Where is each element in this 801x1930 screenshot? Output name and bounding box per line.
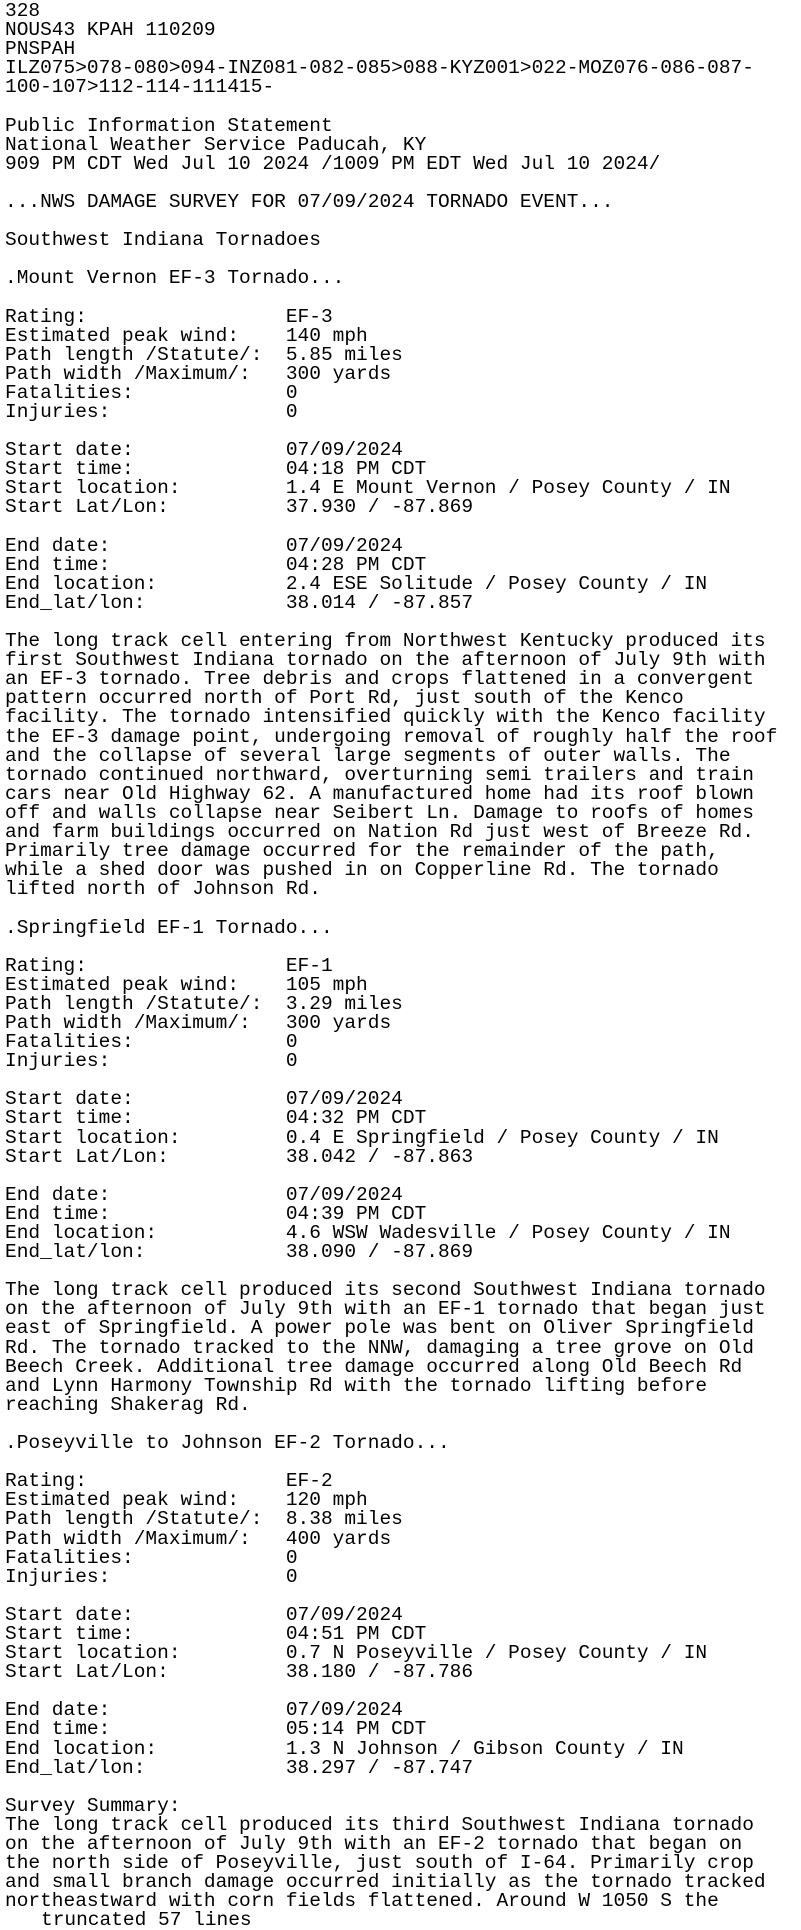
field-label: Fatalities: bbox=[5, 381, 134, 404]
field-label: End date: bbox=[5, 534, 111, 557]
field-row bbox=[5, 1756, 801, 1779]
blank-line bbox=[5, 899, 801, 918]
blank-line bbox=[5, 1453, 801, 1472]
narrative-line: off and walls collapse near Seibert Ln. Damage to roofs of homes bbox=[5, 801, 754, 824]
field-value: 04:18 PM CDT bbox=[285, 458, 427, 481]
section-title: .Springfield EF-1 Tornado... bbox=[5, 916, 333, 939]
field-value: 0 bbox=[285, 1546, 298, 1569]
blank-line bbox=[5, 1587, 801, 1606]
field-value: 07/09/2024 bbox=[285, 439, 403, 462]
field-row bbox=[5, 1510, 801, 1529]
field-value: 0 bbox=[285, 1050, 298, 1073]
field-value: 07/09/2024 bbox=[285, 1699, 403, 1722]
field-label: Path length /Statute/: bbox=[5, 992, 263, 1015]
field-value: 1.3 N Johnson / Gibson County / IN bbox=[285, 1737, 684, 1760]
field-row bbox=[5, 1663, 801, 1682]
field-value: 04:51 PM CDT bbox=[285, 1622, 427, 1645]
header-line: 100-107>112-114-111415- bbox=[5, 76, 275, 99]
field-label: Start Lat/Lon: bbox=[5, 1145, 169, 1168]
field-label: End time: bbox=[5, 553, 111, 576]
field-label: Path width /Maximum/: bbox=[5, 1527, 251, 1550]
field-row bbox=[5, 381, 801, 404]
field-value: 04:39 PM CDT bbox=[285, 1202, 427, 1225]
field-value: 0 bbox=[285, 1565, 298, 1588]
field-row bbox=[5, 1546, 801, 1569]
blank-line bbox=[5, 288, 801, 307]
field-value: 38.014 / -87.857 bbox=[285, 591, 474, 614]
field-label: Start time: bbox=[5, 458, 134, 481]
field-label: End_lat/lon: bbox=[5, 591, 146, 614]
field-row bbox=[5, 1565, 801, 1588]
field-value: 0 bbox=[285, 381, 298, 404]
narrative-label: Survey Summary: bbox=[5, 1794, 181, 1817]
field-value: EF-1 bbox=[285, 954, 333, 977]
field-value: 04:32 PM CDT bbox=[285, 1107, 427, 1130]
field-label: End location: bbox=[5, 1737, 158, 1760]
field-label: Start time: bbox=[5, 1622, 134, 1645]
narrative-line: The long track cell produced its third Southwest Indiana tornado bbox=[5, 1813, 754, 1836]
field-value: 0 bbox=[285, 1031, 298, 1054]
field-label: End location: bbox=[5, 572, 158, 595]
header-line: 909 PM CDT Wed Jul 10 2024 /1009 PM EDT Wed Jul 10 2024/ bbox=[5, 152, 661, 175]
narrative-line: east of Springfield. A power pole was bent on Oliver Springfield bbox=[5, 1317, 754, 1340]
field-label: Injuries: bbox=[5, 1565, 111, 1588]
field-row bbox=[5, 954, 801, 977]
field-value: 2.4 ESE Solitude / Posey County / IN bbox=[285, 572, 708, 595]
field-row bbox=[5, 591, 801, 614]
narrative-line: on the afternoon of July 9th with an EF-2 tornado that began on bbox=[5, 1833, 743, 1855]
narrative-line: and small branch damage occurred initially as the tornado tracked bbox=[5, 1871, 766, 1894]
header-line: 328 bbox=[5, 0, 41, 22]
header-line: Southwest Indiana Tornadoes bbox=[5, 229, 321, 252]
blank-line bbox=[5, 518, 801, 537]
field-row bbox=[5, 1145, 801, 1168]
narrative-line: the EF-3 damage point, undergoing removal of roughly half the roof bbox=[5, 725, 778, 748]
narrative-line: The long track cell entering from Northwest Kentucky produced its bbox=[5, 630, 766, 653]
field-value: 8.38 miles bbox=[285, 1508, 403, 1531]
narrative-line: pattern occurred north of Port Rd, just south of the Kenco bbox=[5, 687, 684, 710]
field-row bbox=[5, 400, 801, 423]
narrative-line: The long track cell produced its second Southwest Indiana tornado bbox=[5, 1279, 766, 1302]
field-label: End location: bbox=[5, 1222, 158, 1244]
blank-line bbox=[5, 1778, 801, 1797]
field-value: EF-3 bbox=[285, 305, 333, 328]
narrative-line: reaching Shakerag Rd. bbox=[5, 1393, 251, 1416]
field-label: End date: bbox=[5, 1699, 111, 1722]
narrative-line: Primarily tree damage occurred for the remainder of the path, bbox=[5, 840, 719, 863]
field-label: Rating: bbox=[5, 1470, 87, 1493]
narrative-line: and farm buildings occurred on Nation Rd just west of Breeze Rd. bbox=[5, 821, 754, 844]
field-value: 38.090 / -87.869 bbox=[285, 1241, 474, 1264]
field-label: Path width /Maximum/: bbox=[5, 1011, 251, 1034]
field-label: Start date: bbox=[5, 439, 134, 462]
narrative-line: the north side of Poseyville, just south of I-64. Primarily crop bbox=[5, 1852, 754, 1875]
field-row bbox=[5, 973, 801, 996]
field-value: 38.042 / -87.863 bbox=[285, 1145, 474, 1168]
field-value: 4.6 WSW Wadesville / Posey County / IN bbox=[285, 1222, 731, 1244]
field-value: 140 mph bbox=[285, 324, 368, 347]
field-value: 105 mph bbox=[285, 973, 368, 996]
narrative-line: facility. The tornado intensified quickly with the Kenco facility bbox=[5, 706, 766, 729]
field-value: 300 yards bbox=[285, 1011, 392, 1034]
field-value: 0.7 N Poseyville / Posey County / IN bbox=[285, 1642, 708, 1665]
narrative-line: on the afternoon of July 9th with an EF-1 tornado that began just bbox=[5, 1298, 766, 1321]
blank-line bbox=[5, 1682, 801, 1701]
field-value: 04:28 PM CDT bbox=[285, 553, 427, 576]
field-value: 37.930 / -87.869 bbox=[285, 496, 474, 519]
field-value: 07/09/2024 bbox=[285, 534, 403, 557]
narrative-line: tornado continued northward, overturning semi trailers and train bbox=[5, 763, 754, 786]
section-title: .Poseyville to Johnson EF-2 Tornado... bbox=[5, 1432, 450, 1455]
field-value: 38.180 / -87.786 bbox=[285, 1661, 474, 1684]
field-row bbox=[5, 1033, 801, 1052]
field-value: 3.29 miles bbox=[285, 992, 403, 1015]
field-label: Estimated peak wind: bbox=[5, 973, 240, 996]
field-row bbox=[5, 1052, 801, 1071]
narrative-line: Rd. The tornado tracked to the NNW, damaging a tree grove on Old bbox=[5, 1336, 754, 1359]
blank-line bbox=[5, 97, 801, 116]
field-label: End time: bbox=[5, 1718, 111, 1741]
field-value: 38.297 / -87.747 bbox=[285, 1756, 474, 1779]
field-label: Start location: bbox=[5, 477, 181, 500]
field-label: Rating: bbox=[5, 954, 87, 977]
field-label: Start Lat/Lon: bbox=[5, 1661, 169, 1684]
field-row bbox=[5, 498, 801, 517]
field-label: Start date: bbox=[5, 1603, 134, 1626]
field-row bbox=[5, 1243, 801, 1262]
field-value: 120 mph bbox=[285, 1489, 368, 1512]
field-label: Estimated peak wind: bbox=[5, 1489, 240, 1512]
field-label: End time: bbox=[5, 1202, 111, 1225]
header-line: NOUS43 KPAH 110209 bbox=[5, 19, 216, 42]
header-line: Public Information Statement bbox=[5, 114, 333, 137]
field-value: 07/09/2024 bbox=[285, 1088, 403, 1111]
field-row bbox=[5, 362, 801, 385]
field-value: 5.85 miles bbox=[285, 343, 403, 366]
field-label: Path length /Statute/: bbox=[5, 343, 263, 366]
narrative-line: Beech Creek. Additional tree damage occurred along Old Beech Rd bbox=[5, 1355, 743, 1378]
field-value: 05:14 PM CDT bbox=[285, 1718, 427, 1741]
field-label: Start location: bbox=[5, 1126, 181, 1149]
field-label: Fatalities: bbox=[5, 1546, 134, 1569]
field-label: Rating: bbox=[5, 305, 87, 328]
field-label: Injuries: bbox=[5, 400, 111, 423]
field-label: Start Lat/Lon: bbox=[5, 496, 169, 519]
section-title: .Mount Vernon EF-3 Tornado... bbox=[5, 267, 345, 290]
field-value: 400 yards bbox=[285, 1527, 392, 1550]
narrative-line: and the collapse of several large segments of outer walls. The bbox=[5, 744, 731, 767]
narrative-line: and Lynn Harmony Township Rd with the tornado lifting before bbox=[5, 1374, 708, 1397]
field-value: EF-2 bbox=[285, 1470, 333, 1493]
field-row bbox=[5, 343, 801, 366]
header-line: ...NWS DAMAGE SURVEY FOR 07/09/2024 TORNADO EVENT... bbox=[5, 190, 614, 213]
field-label: Start location: bbox=[5, 1642, 181, 1665]
field-value: 07/09/2024 bbox=[285, 1603, 403, 1626]
narrative-line: northeastward with corn fields flattened. Around W 1050 S the bbox=[5, 1890, 719, 1913]
field-label: End_lat/lon: bbox=[5, 1756, 146, 1779]
narrative-line: while a shed door was pushed in on Copperline Rd. The tornado bbox=[5, 859, 719, 882]
field-row bbox=[5, 1527, 801, 1550]
blank-line bbox=[5, 1167, 801, 1186]
field-value: 0 bbox=[285, 400, 298, 423]
field-value: 1.4 E Mount Vernon / Posey County / IN bbox=[285, 477, 731, 500]
field-value: 300 yards bbox=[285, 362, 392, 385]
header-line: ILZ075>078-080>094-INZ081-082-085>088-KYZ001>022-MOZ076-086-087- bbox=[5, 57, 754, 80]
field-label: Path width /Maximum/: bbox=[5, 362, 251, 385]
field-label: Path length /Statute/: bbox=[5, 1508, 263, 1531]
field-label: Estimated peak wind: bbox=[5, 324, 240, 347]
field-value: 0.4 E Springfield / Posey County / IN bbox=[285, 1126, 719, 1149]
narrative-line: first Southwest Indiana tornado on the afternoon of July 9th with bbox=[5, 649, 766, 672]
header-line: PNSPAH bbox=[5, 38, 76, 61]
field-label: Injuries: bbox=[5, 1050, 111, 1073]
blank-line bbox=[5, 938, 801, 957]
field-row bbox=[5, 305, 801, 328]
field-value: 07/09/2024 bbox=[285, 1183, 403, 1206]
field-label: Fatalities: bbox=[5, 1031, 134, 1054]
field-label: Start date: bbox=[5, 1088, 134, 1111]
header-line: National Weather Service Paducah, KY bbox=[5, 133, 427, 156]
narrative-line: cars near Old Highway 62. A manufactured home had its roof blown bbox=[5, 782, 754, 805]
narrative-line: lifted north of Johnson Rd. bbox=[5, 878, 321, 901]
field-row bbox=[5, 324, 801, 347]
narrative-line: an EF-3 tornado. Tree debris and crops flattened in a convergent bbox=[5, 668, 754, 691]
field-label: End date: bbox=[5, 1183, 111, 1206]
field-label: Start time: bbox=[5, 1107, 134, 1130]
field-label: End_lat/lon: bbox=[5, 1241, 146, 1264]
truncation-notice: truncated 57 lines bbox=[41, 1909, 252, 1930]
